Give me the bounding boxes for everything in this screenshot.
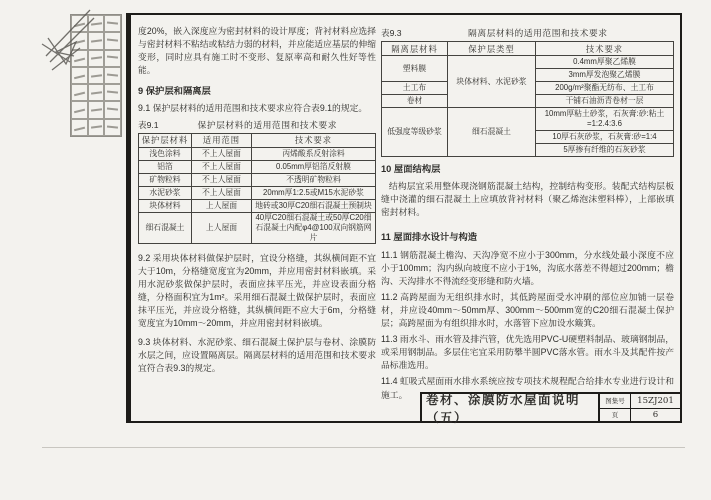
table-row: [139, 173, 376, 186]
signature-scribble: [71, 101, 88, 118]
signature-scribble: [104, 101, 121, 118]
cell-requirement: 10mm厚粘土砂浆，石灰膏:砂:粘土=1:2.4:3.6: [536, 108, 674, 131]
table-9-1-title: 保护层材料的适用范围和技术要求: [197, 119, 337, 130]
cell-requirement: 0.4mm厚聚乙烯膜: [536, 56, 674, 69]
clause-11-4: 11.4 虹吸式屋面雨水排水系统应按专项技术规程配合给排水专业进行设计和施工。: [381, 376, 674, 400]
paragraph-sealant-continuation: 度20%，嵌入深度应为密封材料的设计厚度；背衬材料应选择与密封材料不粘结或粘结力弱的材料，并应能适应基层的伸缩变形，同时应具有施工时不变形、复原率高和耐久性好等性能。: [138, 26, 376, 76]
header-cell: 保护层材料: [139, 133, 192, 147]
table-9-3: [381, 41, 674, 157]
page-label: 页: [600, 408, 630, 422]
table-row: [139, 199, 376, 212]
signature-scribble: [88, 101, 105, 118]
cell-requirement: 干铺石油沥青卷材一层: [536, 95, 674, 108]
drawing-frame: [126, 13, 682, 423]
header-cell: 隔离层材料: [382, 42, 448, 56]
clause-11-2: 11.2 高跨屋面为无组织排水时，其低跨屋面受水冲刷的部位应加铺一层卷材，并应设40mm～50mm厚、300mm～500mm宽的C20细石混凝土保护层；高跨屋面为有组织排水时，水落管下应加设水簸箕。: [381, 291, 674, 329]
signature-scribble: [71, 119, 88, 136]
cell-material: 细石混凝土: [139, 212, 192, 243]
cell-material: 块体材料: [139, 199, 192, 212]
cell-isolation-material: 塑料膜: [382, 56, 448, 82]
header-cell: 保护层类型: [448, 42, 536, 56]
signature-scribble: [88, 119, 105, 136]
cell-protection-type: 块体材料、水泥砂浆: [448, 56, 536, 108]
table-row: [139, 160, 376, 173]
table-9-1-number: 表9.1: [138, 119, 159, 130]
cell-material: 铝箔: [139, 160, 192, 173]
table-9-3-caption: [381, 27, 674, 40]
cell-protection-type: 细石混凝土: [448, 108, 536, 157]
header-cell: 技术要求: [252, 133, 376, 147]
page-number-value: 6: [630, 408, 680, 422]
cell-scope: 上人屋面: [192, 199, 252, 212]
table-9-3-number: 表9.3: [381, 28, 402, 38]
signature-scribble: [88, 84, 105, 101]
section-10-heading: 10 屋面结构层: [381, 164, 441, 175]
cell-scope: 上人屋面: [192, 212, 252, 243]
pencil-scribble: [36, 4, 128, 82]
table-9-3-title: 隔离层材料的适用范围和技术要求: [468, 28, 608, 38]
cell-requirement: 0.05mm厚铝箔反射膜: [252, 160, 376, 173]
cell-requirement: 丙烯酸系反射涂料: [252, 147, 376, 160]
cell-scope: 不上人屋面: [192, 186, 252, 199]
cell-material: 水泥砂浆: [139, 186, 192, 199]
table-row: [382, 108, 674, 131]
cell-requirement: 200g/m²聚酯无纺布、土工布: [536, 82, 674, 95]
cell-requirement: 5厚掺有纤维的石灰砂浆: [536, 144, 674, 157]
cell-isolation-material: 低强度等级砂浆: [382, 108, 448, 157]
sheet-number-grid: [598, 394, 680, 421]
cell-requirement: 3mm厚发泡聚乙烯膜: [536, 69, 674, 82]
atlas-number-value: 15ZJ201: [630, 394, 680, 408]
header-cell: 适用范围: [192, 133, 252, 147]
signature-scribble: [104, 84, 121, 101]
section-9-heading: 9 保护层和隔离层: [138, 86, 211, 97]
cell-scope: 不上人屋面: [192, 160, 252, 173]
right-column: [381, 27, 674, 405]
cell-material: 矿物粒料: [139, 173, 192, 186]
clause-11-1: 11.1 钢筋混凝土檐沟、天沟净宽不应小于300mm，分水线处最小深度不应小于100mm；沟内纵向坡度不应小于1%，沟底水落差不得超过200mm；檐沟、天沟排水不得流经变形缝和防火墙。: [381, 249, 674, 286]
cell-scope: 不上人屋面: [192, 147, 252, 160]
clause-11-3: 11.3 雨水斗、雨水管及排汽管，优先选用PVC-U硬塑料制品、玻璃钢制品，或采用钢制品。多层住宅宜采用防攀半圆PVC落水管。雨水斗及其配件按产品标准选用。: [381, 334, 674, 371]
table-row: [139, 147, 376, 160]
sheet-title: 卷材、涂膜防水屋面说明（五）: [426, 392, 581, 425]
signature-scribble: [71, 84, 88, 101]
section-11-heading: 11 屋面排水设计与构造: [381, 232, 478, 243]
cell-requirement: 20mm厚1:2.5或M15水泥砂浆: [252, 186, 376, 199]
paper-edge-shadow: [42, 447, 685, 448]
header-cell: 技术要求: [536, 42, 674, 56]
signature-scribble: [104, 119, 121, 136]
table-9-1: [138, 133, 376, 244]
table-row: [382, 56, 674, 69]
cell-isolation-material: 土工布: [382, 82, 448, 95]
cell-material: 浅色涂料: [139, 147, 192, 160]
atlas-number-label: 图集号: [605, 398, 625, 406]
clause-9-3: 9.3 块体材料、水泥砂浆、细石混凝土保护层与卷材、涂膜防水层之间，应设置隔离层。隔离层材料的适用范围和技术要求宜符合表9.3的规定。: [138, 337, 376, 374]
table-row: [139, 212, 376, 243]
table-9-1-caption: [138, 119, 376, 132]
clause-10: 结构层宜采用整体现浇钢筋混凝土结构，控制结构变形。装配式结构层板缝中浇灌的细石混凝土上应填放背衬材料（聚乙烯泡沫塑料棒），上部嵌填密封材料。: [381, 181, 674, 218]
sheet-title-block: [420, 392, 682, 423]
left-column: [138, 25, 376, 379]
clause-9-2: 9.2 采用块体材料做保护层时，宜设分格缝，其纵横间距不宜大于10m，分格缝宽度宜为20mm，并应用密封材料嵌填。采用水泥砂浆做保护层时，表面应抹平压光，并应设表面分格缝，分格面积宜为1m²。采用细石混凝土做保护层时，表面应抹平压光，并应设分格缝，其纵横间距不应大于6m，分格缝宽度宜为10mm～20mm，并应用密封材料嵌填。: [138, 252, 376, 329]
cell-requirement: 不透明矿物粒料: [252, 173, 376, 186]
table-row: [139, 186, 376, 199]
cell-scope: 不上人屋面: [192, 173, 252, 186]
cell-isolation-material: 卷材: [382, 95, 448, 108]
clause-9-1: 9.1 保护层材料的适用范围和技术要求应符合表9.1的规定。: [138, 103, 368, 114]
cell-requirement: 地砖或30厚C20细石混凝土预制块: [252, 199, 376, 212]
cell-requirement: 40厚C20细石混凝土或50厚C20细石混凝土内配φ4@100双向钢筋网片: [252, 212, 376, 243]
table-header-row: [382, 42, 674, 56]
cell-requirement: 10厚石灰砂浆，石灰膏:砂=1:4: [536, 131, 674, 144]
table-header-row: [139, 133, 376, 147]
